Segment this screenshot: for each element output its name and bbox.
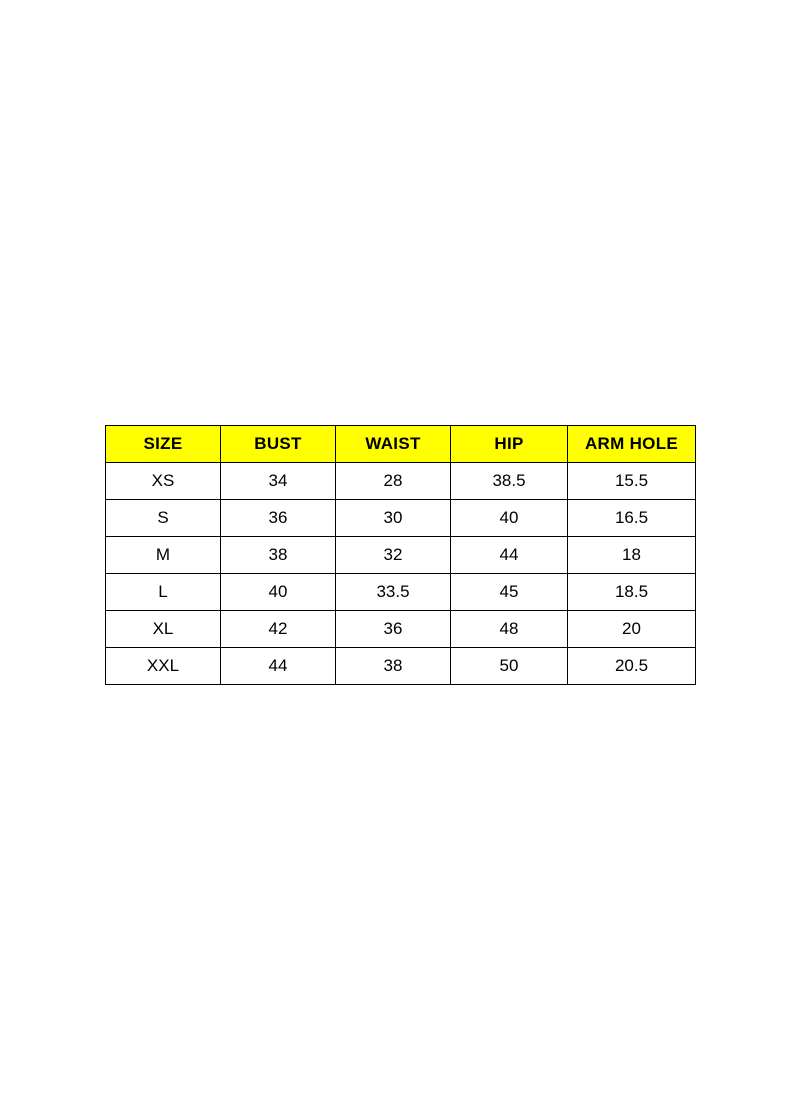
cell-bust: 38 (221, 537, 336, 574)
cell-arm-hole: 18.5 (568, 574, 696, 611)
cell-waist: 38 (336, 648, 451, 685)
table-header (106, 426, 696, 463)
cell-bust: 44 (221, 648, 336, 685)
column-header-hip: HIP (451, 426, 568, 463)
table-row (106, 611, 696, 648)
cell-arm-hole: 16.5 (568, 500, 696, 537)
cell-arm-hole: 18 (568, 537, 696, 574)
cell-hip: 40 (451, 500, 568, 537)
table-row (106, 500, 696, 537)
cell-bust: 42 (221, 611, 336, 648)
cell-waist: 36 (336, 611, 451, 648)
cell-hip: 48 (451, 611, 568, 648)
cell-size: XL (106, 611, 221, 648)
table-row (106, 537, 696, 574)
cell-arm-hole: 20.5 (568, 648, 696, 685)
cell-arm-hole: 20 (568, 611, 696, 648)
table-row (106, 574, 696, 611)
cell-hip: 50 (451, 648, 568, 685)
cell-size: M (106, 537, 221, 574)
cell-waist: 30 (336, 500, 451, 537)
table-row (106, 648, 696, 685)
size-chart-container (105, 425, 695, 685)
cell-hip: 45 (451, 574, 568, 611)
table-body (106, 463, 696, 685)
column-header-waist: WAIST (336, 426, 451, 463)
cell-waist: 32 (336, 537, 451, 574)
cell-size: XS (106, 463, 221, 500)
cell-size: S (106, 500, 221, 537)
column-header-bust: BUST (221, 426, 336, 463)
cell-size: L (106, 574, 221, 611)
cell-bust: 40 (221, 574, 336, 611)
cell-hip: 38.5 (451, 463, 568, 500)
cell-size: XXL (106, 648, 221, 685)
cell-bust: 36 (221, 500, 336, 537)
cell-waist: 33.5 (336, 574, 451, 611)
table-header-row (106, 426, 696, 463)
cell-hip: 44 (451, 537, 568, 574)
size-chart-table (105, 425, 696, 685)
column-header-arm-hole: ARM HOLE (568, 426, 696, 463)
cell-arm-hole: 15.5 (568, 463, 696, 500)
cell-bust: 34 (221, 463, 336, 500)
column-header-size: SIZE (106, 426, 221, 463)
cell-waist: 28 (336, 463, 451, 500)
table-row (106, 463, 696, 500)
